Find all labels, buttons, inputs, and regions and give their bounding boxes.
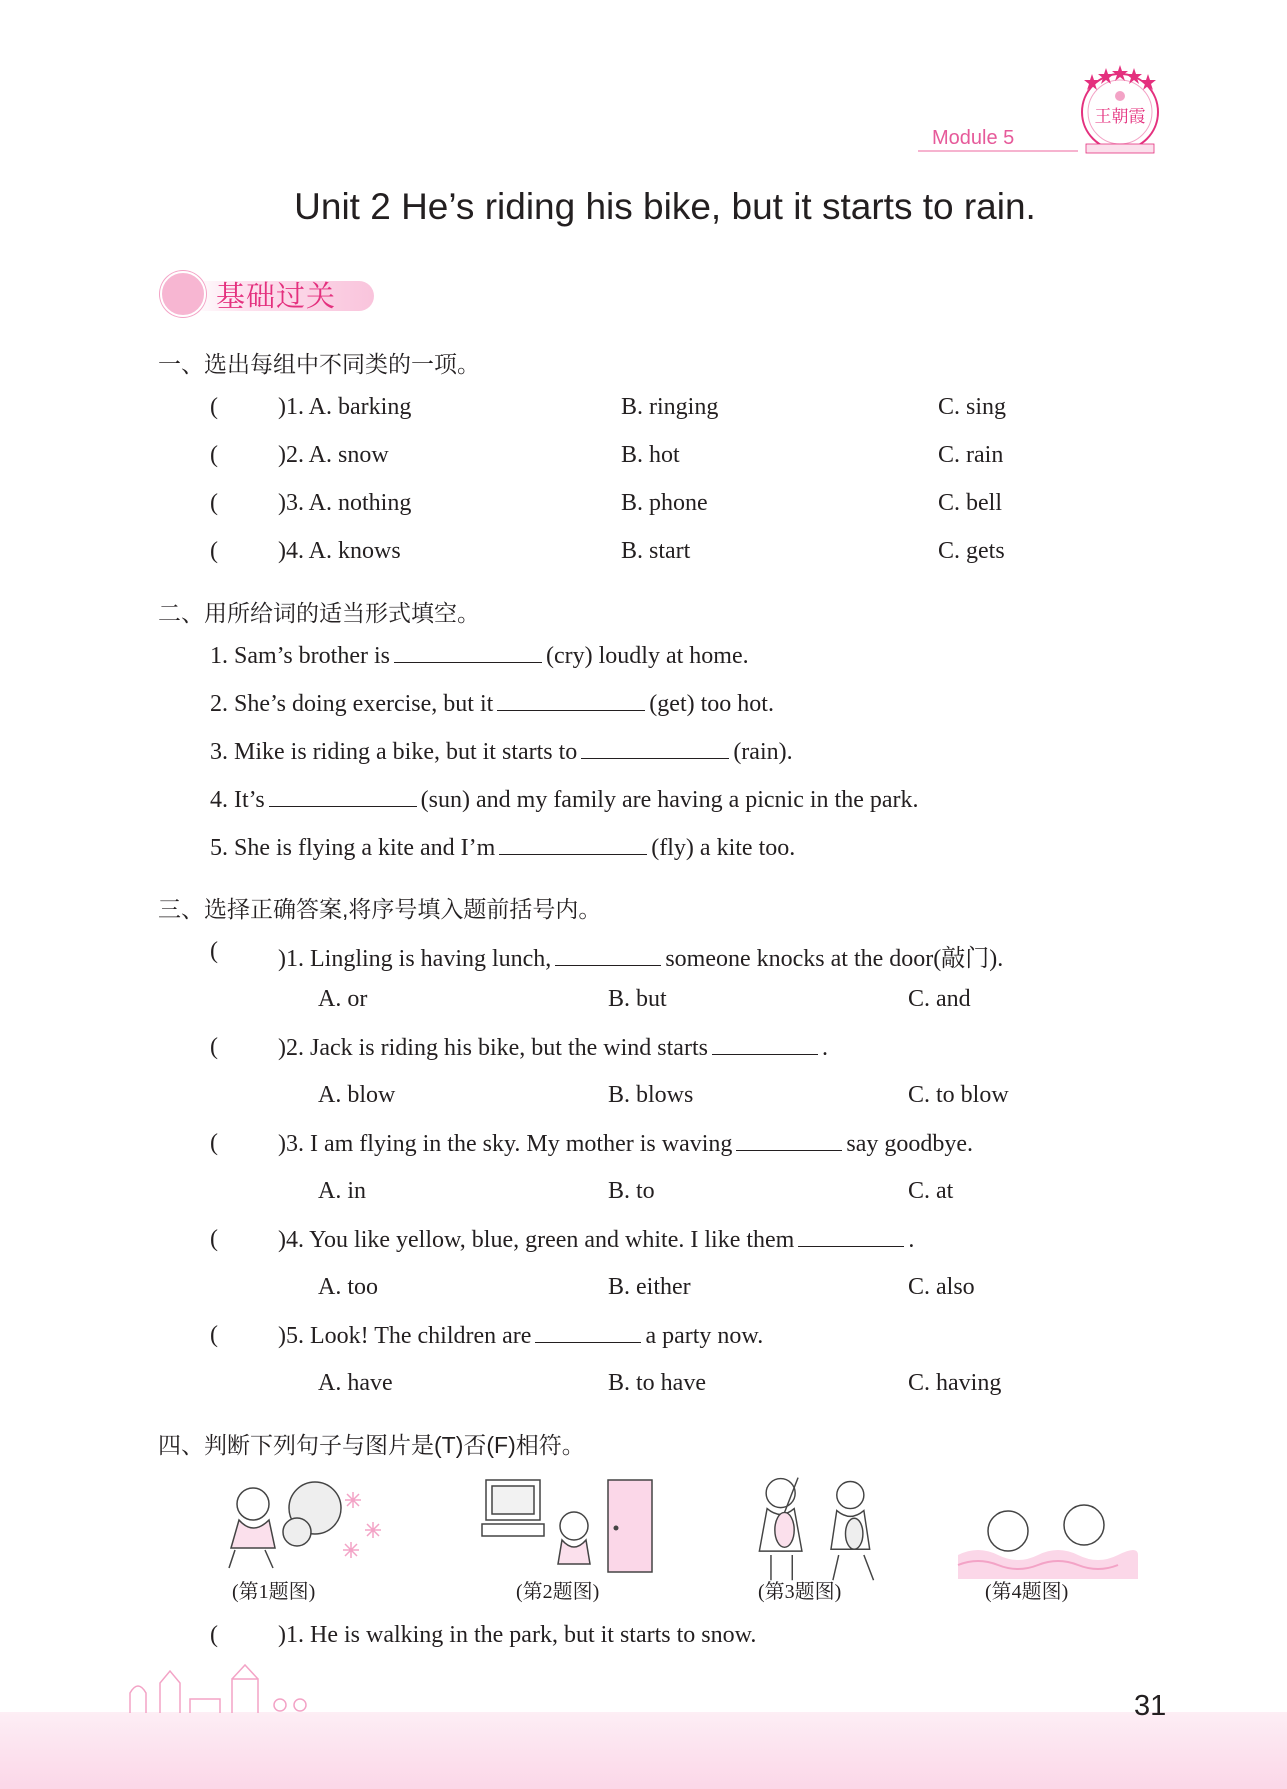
sentence-start: 1. Sam’s brother is <box>210 643 390 669</box>
question-end: . <box>821 1035 828 1061</box>
choice-b: B. but <box>608 986 667 1012</box>
answer-blank[interactable] <box>499 834 647 855</box>
answer-blank[interactable] <box>581 738 729 759</box>
svg-text:王朝霞: 王朝霞 <box>1094 107 1146 127</box>
part3-heading: 三、选择正确答案,将序号填入题前括号内。 <box>158 896 602 922</box>
choice-c: C. at <box>908 1178 954 1204</box>
answer-paren[interactable]: ( <box>210 1226 218 1252</box>
option-a: )1. A. barking <box>278 394 412 420</box>
fill-blank-item <box>210 786 919 814</box>
choice-b: B. either <box>608 1274 691 1300</box>
sentence-end: (sun) and my family are having a picnic in the park. <box>420 787 919 813</box>
fill-blank-item <box>210 690 774 718</box>
choice-a: A. have <box>318 1370 393 1396</box>
question-start: )3. I am flying in the sky. My mother is waving <box>278 1131 733 1157</box>
question-start: )5. Look! The children are <box>278 1323 532 1349</box>
part1-heading: 一、选出每组中不同类的一项。 <box>158 351 480 377</box>
answer-paren[interactable]: ( <box>210 538 218 564</box>
sentence-end: (cry) loudly at home. <box>546 643 749 669</box>
page-number: 31 <box>1134 1690 1167 1722</box>
mascot-icon <box>160 271 206 317</box>
answer-blank[interactable] <box>736 1130 842 1151</box>
choice-c: C. to blow <box>908 1082 1009 1108</box>
choice-c: C. and <box>908 986 971 1012</box>
choice-a: A. in <box>318 1178 366 1204</box>
option-c: C. gets <box>938 538 1005 564</box>
fill-blank-item <box>210 642 749 670</box>
option-a: )4. A. knows <box>278 538 401 564</box>
part2-heading: 二、用所给词的适当形式填空。 <box>158 600 480 626</box>
footer-band <box>0 1712 1287 1789</box>
answer-blank[interactable] <box>712 1034 818 1055</box>
answer-blank[interactable] <box>269 786 417 807</box>
unit-title: Unit 2 He’s riding his bike, but it starts to rain. <box>294 186 1036 227</box>
module-underline <box>918 150 1078 152</box>
answer-paren[interactable]: ( <box>210 1322 218 1348</box>
choice-c: C. also <box>908 1274 975 1300</box>
fill-blank-item <box>210 834 795 862</box>
mc-question <box>278 1226 914 1254</box>
question-end: a party now. <box>645 1323 764 1349</box>
question-start: )2. Jack is riding his bike, but the wind starts <box>278 1035 708 1061</box>
mc-question <box>278 938 1003 973</box>
figure-3-caption: (第3题图) <box>758 1581 842 1603</box>
option-b: B. phone <box>621 490 708 516</box>
answer-blank[interactable] <box>394 642 542 663</box>
mc-question <box>278 1034 828 1062</box>
answer-blank[interactable] <box>798 1226 904 1247</box>
figure-2-girl-tv-door-illustration <box>478 1470 668 1590</box>
figure-1-boy-snow-illustration <box>205 1470 395 1590</box>
sentence-end: (get) too hot. <box>649 691 774 717</box>
sentence-start: 2. She’s doing exercise, but it <box>210 691 494 717</box>
option-c: C. sing <box>938 394 1007 420</box>
mc-question <box>278 1322 763 1350</box>
answer-paren[interactable]: ( <box>210 394 218 420</box>
brand-logo-seal <box>1072 60 1168 156</box>
question-end: say goodbye. <box>846 1131 974 1157</box>
answer-paren[interactable]: ( <box>210 1622 218 1648</box>
choice-b: B. to <box>608 1178 655 1204</box>
question-end: . <box>908 1227 915 1253</box>
figure-4-caption: (第4题图) <box>985 1581 1069 1603</box>
question-start: )1. Lingling is having lunch, <box>278 946 552 972</box>
answer-paren[interactable]: ( <box>210 1130 218 1156</box>
mc-question <box>278 1130 973 1158</box>
answer-paren[interactable]: ( <box>210 490 218 516</box>
option-b: B. start <box>621 538 691 564</box>
sentence-start: 4. It’s <box>210 787 265 813</box>
figure-1-caption: (第1题图) <box>232 1581 316 1603</box>
section-badge-label: 基础过关 <box>216 281 337 313</box>
tf-statement: )1. He is walking in the park, but it starts to snow. <box>278 1622 757 1648</box>
question-start: )4. You like yellow, blue, green and white. I like them <box>278 1227 795 1253</box>
fill-blank-item <box>210 738 793 766</box>
option-b: B. ringing <box>621 394 719 420</box>
part4-heading: 四、判断下列句子与图片是(T)否(F)相符。 <box>158 1432 585 1458</box>
option-b: B. hot <box>621 442 680 468</box>
answer-paren[interactable]: ( <box>210 938 218 964</box>
option-c: C. rain <box>938 442 1004 468</box>
choice-a: A. too <box>318 1274 378 1300</box>
question-end: someone knocks at the door(敲门). <box>665 946 1004 972</box>
option-a: )2. A. snow <box>278 442 389 468</box>
answer-paren[interactable]: ( <box>210 1034 218 1060</box>
figure-2-caption: (第2题图) <box>516 1581 600 1603</box>
sentence-start: 3. Mike is riding a bike, but it starts to <box>210 739 578 765</box>
sentence-end: (fly) a kite too. <box>651 835 796 861</box>
sentence-end: (rain). <box>733 739 793 765</box>
option-a: )3. A. nothing <box>278 490 412 516</box>
option-c: C. bell <box>938 490 1002 516</box>
answer-blank[interactable] <box>555 945 661 966</box>
figure-3-music-players-illustration <box>735 1466 925 1586</box>
answer-blank[interactable] <box>535 1322 641 1343</box>
choice-a: A. blow <box>318 1082 396 1108</box>
choice-a: A. or <box>318 986 368 1012</box>
answer-paren[interactable]: ( <box>210 442 218 468</box>
choice-c: C. having <box>908 1370 1002 1396</box>
module-label: Module 5 <box>932 127 1015 149</box>
footer-town-decoration <box>120 1655 440 1715</box>
choice-b: B. to have <box>608 1370 706 1396</box>
choice-b: B. blows <box>608 1082 694 1108</box>
answer-blank[interactable] <box>497 690 645 711</box>
sentence-start: 5. She is flying a kite and I’m <box>210 835 496 861</box>
